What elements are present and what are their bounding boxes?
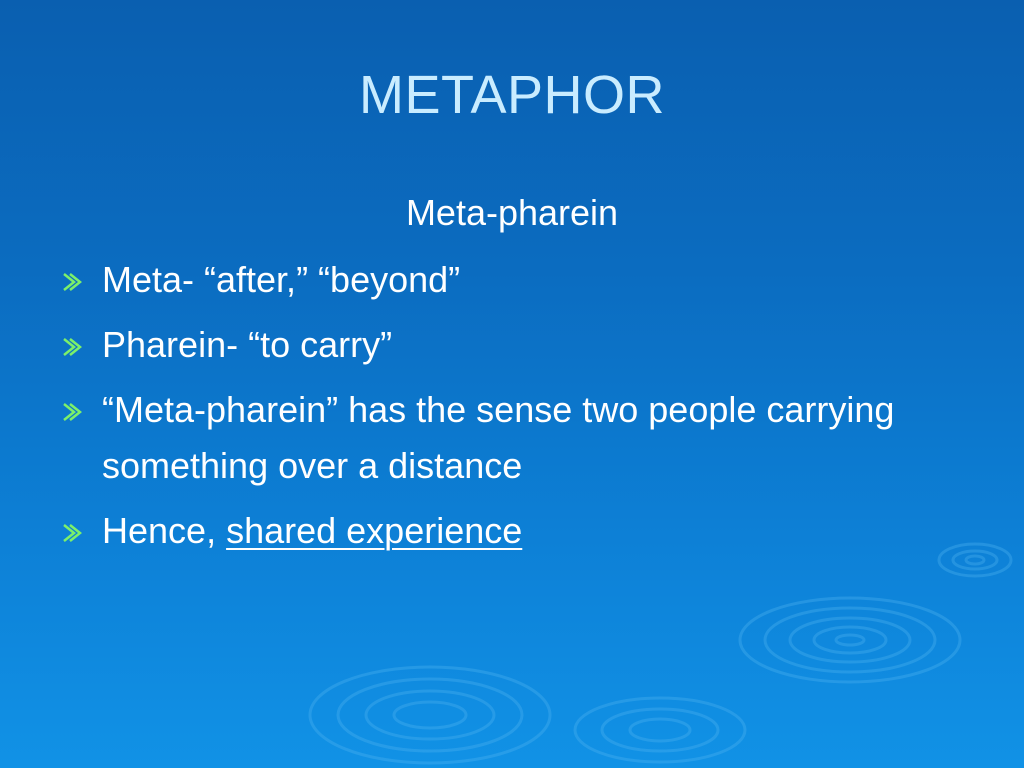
- bullet-item: [60, 252, 960, 308]
- chevron-right-icon: [60, 337, 84, 357]
- chevron-right-icon: [60, 272, 84, 292]
- shared-experience-emphasis: shared experience: [226, 510, 523, 551]
- bullet-prefix: Hence,: [102, 510, 227, 551]
- bullet-item: [60, 382, 960, 494]
- bullet-text: Meta- “after,” “beyond”: [102, 259, 461, 300]
- bullet-list: [60, 252, 960, 568]
- bullet-text: Pharein- “to carry”: [102, 324, 393, 365]
- bullet-text: “Meta-pharein” has the sense two people carrying something over a distance: [102, 389, 895, 486]
- chevron-right-icon: [60, 402, 84, 422]
- bullet-item: [60, 317, 960, 373]
- slide-subtitle: Meta-pharein: [405, 192, 619, 233]
- slide-title: METAPHOR: [358, 65, 665, 125]
- chevron-right-icon: [60, 523, 84, 543]
- bullet-item: [60, 503, 960, 559]
